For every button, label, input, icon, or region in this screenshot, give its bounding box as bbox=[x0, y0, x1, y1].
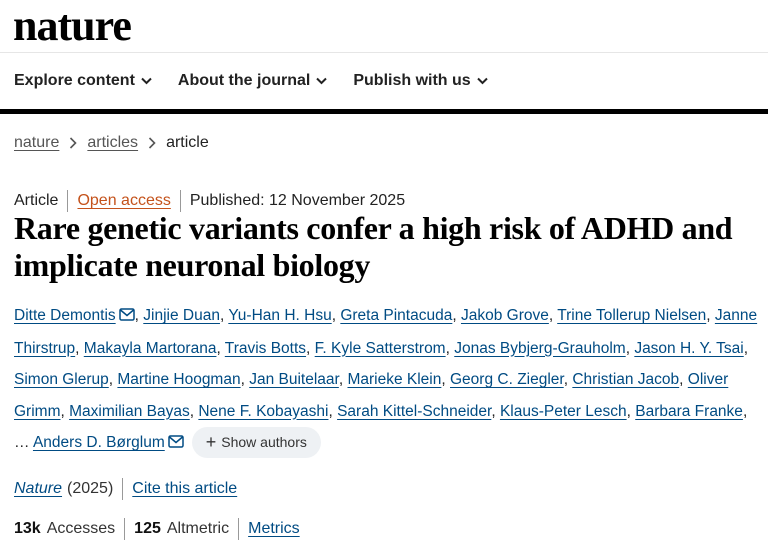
divider bbox=[124, 518, 125, 540]
divider bbox=[122, 478, 123, 500]
nav-label: About the journal bbox=[177, 72, 311, 89]
author-link[interactable]: Greta Pintacuda bbox=[340, 307, 453, 324]
author-link[interactable]: Jason H. Y. Tsai bbox=[634, 339, 744, 357]
author-link[interactable]: Jinjie Duan bbox=[143, 307, 220, 324]
article-metrics bbox=[14, 518, 300, 540]
altmetric-label: Altmetric bbox=[166, 520, 230, 537]
show-authors-button[interactable] bbox=[192, 427, 321, 458]
citation-line bbox=[14, 478, 237, 500]
author-link[interactable]: Makayla Martorana bbox=[83, 339, 217, 357]
altmetric-score: 125 bbox=[134, 520, 161, 537]
chevron-down-icon bbox=[477, 77, 488, 85]
nav-label: Explore content bbox=[14, 72, 135, 89]
envelope-icon[interactable] bbox=[168, 428, 184, 460]
author-link[interactable]: Oliver Grimm bbox=[14, 371, 729, 420]
author-link[interactable]: Sarah Kittel-Schneider bbox=[337, 402, 492, 420]
author-link[interactable]: Christian Jacob bbox=[572, 371, 680, 388]
author-link[interactable]: Marieke Klein bbox=[347, 371, 442, 388]
article-title: Rare genetic variants confer a high risk of ADHD and implicate neuronal biology bbox=[14, 210, 733, 283]
divider bbox=[67, 190, 68, 212]
accesses-label: Accesses bbox=[46, 520, 116, 537]
breadcrumb-link-articles[interactable]: articles bbox=[87, 134, 139, 151]
author-link[interactable]: Ditte Demontis bbox=[14, 307, 116, 324]
nature-logo[interactable]: nature bbox=[13, 1, 131, 50]
author-link[interactable]: Yu-Han H. Hsu bbox=[228, 307, 332, 324]
author-link[interactable]: Jonas Bybjerg-Grauholm bbox=[454, 339, 626, 357]
nav-publish-with-us[interactable] bbox=[353, 72, 487, 90]
author-list: Ditte Demontis , Jinjie Duan, Yu-Han H. Hsu, Greta Pintacuda, Jakob Grove, Trine Tollerup Nielsen, Janne Thirstrup, Makayla Martorana, Travis Botts, F. Kyle Satterstrom, Jonas Bybjerg-Grauholm, Jason H. Y. Tsai, Simon Glerup, Martine Hoogman, Jan Buitelaar, Marieke Klein, Georg C. Ziegler, Christian Jacob, Oliver Grimm, Maximilian Bayas, Nene F. Kobayashi, Sarah Kittel-Schneider, Klaus-Peter Lesch, Barbara Franke, … Anders D. Børglum + Show authors bbox=[14, 300, 762, 460]
author-ellipsis: … bbox=[14, 434, 30, 451]
author-link[interactable]: Jakob Grove bbox=[460, 307, 549, 324]
chevron-right-icon bbox=[69, 137, 77, 149]
site-header bbox=[0, 0, 768, 53]
published-date: Published: 12 November 2025 bbox=[189, 192, 406, 209]
nav-label: Publish with us bbox=[353, 72, 471, 89]
author-link[interactable]: Simon Glerup bbox=[14, 371, 109, 388]
article-type: Article bbox=[14, 192, 59, 209]
chevron-down-icon bbox=[316, 77, 327, 85]
breadcrumb bbox=[14, 134, 209, 152]
author-link[interactable]: Jan Buitelaar bbox=[249, 371, 339, 388]
breadcrumb-link-nature[interactable]: nature bbox=[14, 134, 60, 151]
article-meta bbox=[14, 190, 405, 212]
metrics-link[interactable]: Metrics bbox=[248, 520, 300, 537]
main-nav bbox=[0, 53, 768, 109]
nav-about-journal[interactable] bbox=[178, 72, 327, 90]
journal-link[interactable]: Nature bbox=[14, 480, 63, 497]
author-link[interactable]: Trine Tollerup Nielsen bbox=[557, 307, 707, 324]
divider bbox=[180, 190, 181, 212]
nav-explore-content[interactable] bbox=[14, 72, 152, 90]
divider bbox=[238, 518, 239, 540]
author-link[interactable]: Travis Botts bbox=[224, 339, 307, 357]
show-authors-label: Show authors bbox=[221, 434, 307, 451]
breadcrumb-current: article bbox=[166, 134, 209, 151]
author-link[interactable]: Barbara Franke bbox=[635, 402, 743, 420]
nav-divider-bar bbox=[0, 109, 768, 114]
author-link[interactable]: Nene F. Kobayashi bbox=[198, 402, 329, 420]
author-link[interactable]: Georg C. Ziegler bbox=[450, 371, 564, 388]
chevron-down-icon bbox=[141, 77, 152, 85]
author-link[interactable]: F. Kyle Satterstrom bbox=[314, 339, 446, 357]
publication-year: (2025) bbox=[67, 480, 114, 497]
author-link[interactable]: Janne Thirstrup bbox=[14, 307, 758, 357]
author-link[interactable]: Anders D. Børglum bbox=[32, 434, 165, 451]
plus-icon: + bbox=[205, 432, 217, 453]
accesses-count: 13k bbox=[14, 520, 41, 537]
envelope-icon[interactable] bbox=[119, 301, 135, 333]
author-link[interactable]: Klaus-Peter Lesch bbox=[499, 402, 627, 420]
author-link[interactable]: Martine Hoogman bbox=[117, 371, 241, 388]
chevron-right-icon bbox=[148, 137, 156, 149]
author-link[interactable]: Maximilian Bayas bbox=[69, 402, 190, 420]
cite-this-article-link[interactable]: Cite this article bbox=[132, 480, 238, 497]
open-access-link[interactable]: Open access bbox=[77, 192, 171, 209]
